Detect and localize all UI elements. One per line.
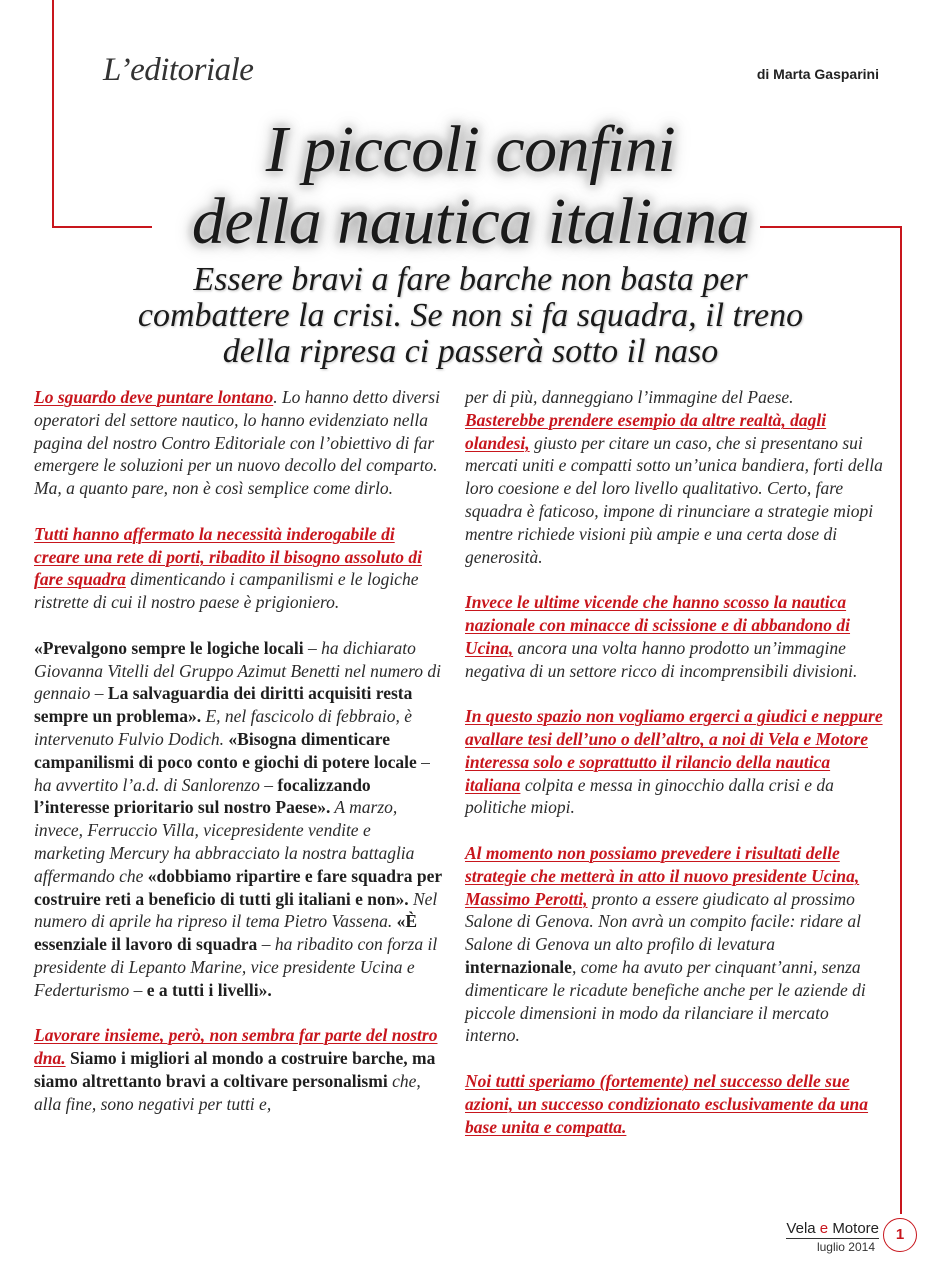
highlight-text: In questo spazio non vogliamo ergerci a giudici e neppure avallare tesi dell’uno o dell’altro, a noi di Vela e Motore interessa solo e soprattutto il rilancio della nautica italiana	[465, 706, 883, 795]
subtitle-line-2: combattere la crisi. Se non si fa squadra, il treno	[137, 297, 804, 334]
frame-line-right-vertical	[900, 226, 902, 1214]
body-text: Nel numero di aprile ha ripreso il tema Pietro Vassena.	[34, 888, 438, 932]
body-text: . Lo hanno detto diversi operatori del settore nautico, lo hanno evidenziato nella pagina del nostro Contro Editoriale con l’obiettivo di far emergere le soluzioni per un nuovo decollo del comparto. Ma, a quanto pare, non è così semplice come dirlo.	[34, 387, 440, 499]
quote-text: «È essenziale il lavoro di squadra	[34, 911, 418, 955]
body-text: E, nel fascicolo di febbraio, è intervenuto Fulvio Dodich.	[34, 706, 413, 749]
body-text: dimenticando i campanilismi e le logiche ristrette di cui il nostro paese è prigioniero.	[34, 569, 419, 613]
paragraph	[465, 386, 885, 568]
paragraph-quotes	[34, 637, 444, 1002]
body-text: – ha avvertito l’a.d. di Sanlorenzo –	[34, 751, 430, 795]
body-text: – ha dichiarato Giovanna Vitelli del Gruppo Azimut Benetti nel numero di gennaio –	[34, 637, 441, 704]
left-column	[34, 386, 444, 1138]
highlight-text: Lavorare insieme, però, non sembra far parte del nostro dna.	[34, 1025, 438, 1069]
quote-text: La salvaguardia dei diritti acquisiti resta sempre un problema».	[34, 683, 413, 727]
section-label: L’editoriale	[103, 52, 254, 88]
body-text: per di più, danneggiano l’immagine del Paese.	[465, 387, 794, 407]
right-column	[465, 386, 885, 1161]
issue-date: luglio 2014	[816, 1240, 875, 1254]
paragraph	[465, 842, 885, 1047]
bold-text: internazionale	[465, 956, 572, 977]
magazine-logo	[786, 1220, 879, 1239]
highlight-text: Al momento non possiamo prevedere i risultati delle strategie che metterà in atto il nuovo presidente Ucina, Massimo Perotti,	[465, 842, 860, 909]
quote-text: focalizzando l’interesse prioritario sul nostro Paese».	[34, 774, 371, 818]
highlight-text: Basterebbe prendere esempio da altre realtà, dagli olandesi,	[465, 409, 827, 453]
body-text: colpita e messa in ginocchio dalla crisi e da politiche miopi.	[465, 774, 834, 818]
highlight-text: Invece le ultime vicende che hanno scosso la nautica nazionale con minacce di scissione e di abbandono di Ucina,	[465, 592, 851, 658]
body-text: pronto a essere giudicato al prossimo Salone di Genova. Non avrà un compito facile: ridare al Salone di Genova un alto profilo di levatura	[465, 888, 861, 955]
magazine-name-part-2: Motore	[832, 1220, 879, 1237]
paragraph	[465, 1070, 885, 1138]
magazine-name-e: e	[819, 1220, 829, 1237]
quote-text: «Bisogna dimenticare campanilismi di poco conto e giochi di potere locale	[34, 728, 417, 772]
byline: di Marta Gasparini	[756, 66, 879, 82]
magazine-name-part-1: Vela	[786, 1220, 816, 1237]
quote-text: «Prevalgono sempre le logiche locali	[34, 637, 304, 658]
paragraph	[34, 1024, 444, 1115]
headline-line-2: della nautica italiana	[191, 185, 750, 258]
highlight-text: Noi tutti speriamo (fortemente) nel successo delle sue azioni, un successo condizionato esclusivamente da una base unita e compatta.	[465, 1070, 869, 1137]
subtitle-line-1: Essere bravi a fare barche non basta per	[193, 261, 748, 298]
headline-line-1: I piccoli confini	[265, 113, 676, 186]
quote-text: e a tutti i livelli».	[146, 979, 272, 1000]
body-text: ancora una volta hanno prodotto un’immagine negativa di un settore ricco di incomprensibili divisioni.	[465, 637, 858, 681]
body-text: giusto per citare un caso, che si presentano sui mercati uniti e compatti sotto un’unica bandiera, forti della loro coesione e del loro livello qualitativo. Certo, fare squadra è faticoso, impone di rinunciare a strategie miopi mentre richiede visioni più ampie e una certa dose di generosità.	[465, 432, 883, 567]
highlight-text: Lo sguardo deve puntare lontano	[34, 387, 274, 407]
paragraph	[34, 523, 444, 614]
body-text: – ha ribadito con forza il presidente di Lepanto Marine, vice presidente Ucina e Federturismo –	[34, 934, 438, 1000]
body-text: A marzo, invece, Ferruccio Villa, vicepresidente vendite e marketing Mercury ha abbracciato la nostra battaglia affermando che	[34, 797, 415, 886]
bold-text: Siamo i migliori al mondo a costruire barche, ma siamo altrettanto bravi a coltivare personalismi	[34, 1048, 436, 1091]
paragraph	[465, 705, 885, 819]
body-text: , come ha avuto per cinquant’anni, senza dimenticare le ricadute benefiche anche per le aziende di piccole dimensioni in modo da rilanciare il mercato interno.	[465, 956, 866, 1046]
subtitle	[0, 262, 941, 370]
quote-text: «dobbiamo ripartire e fare squadra per costruire reti a beneficio di tutti gli italiani e non».	[34, 865, 442, 909]
paragraph	[465, 591, 885, 682]
page-number: 1	[883, 1218, 917, 1252]
body-text: che, alla fine, sono negativi per tutti e,	[34, 1070, 421, 1114]
paragraph	[34, 386, 444, 500]
highlight-text: Tutti hanno affermato la necessità inderogabile di creare una rete di porti, ribadito il bisogno assoluto di fare squadra	[34, 523, 422, 590]
subtitle-line-3: della ripresa ci passerà sotto il naso	[222, 333, 719, 370]
